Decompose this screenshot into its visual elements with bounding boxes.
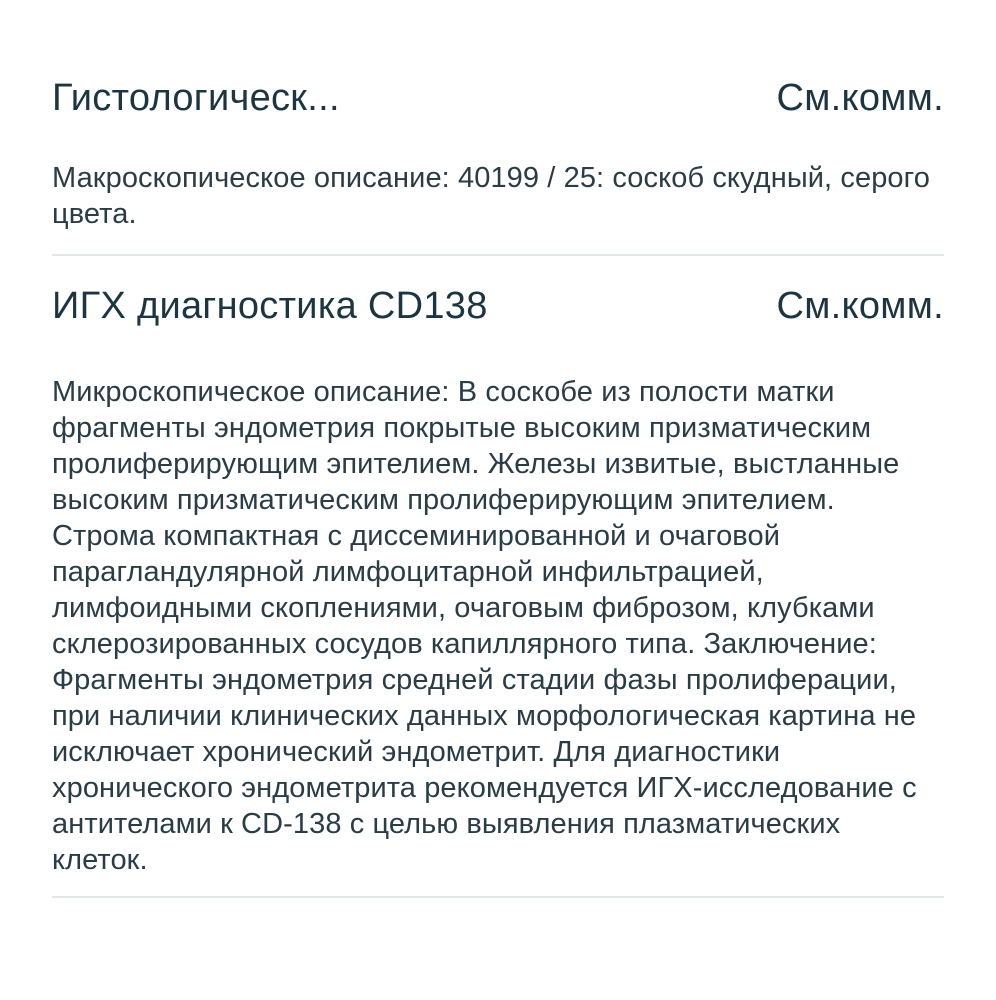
result-item-ihc-cd138[interactable]: [52, 256, 944, 898]
test-name: Гистологическ...: [52, 77, 340, 119]
test-comment: Макроскопическое описание: 40199 / 25: соскоб скудный, серого цвета.: [52, 162, 930, 230]
test-value: См.комм.: [776, 77, 944, 119]
divider: [52, 896, 944, 898]
result-header: [52, 72, 944, 124]
result-item-histology[interactable]: [52, 0, 944, 256]
test-comment: Микроскопическое описание: В соскобе из полости матки фрагменты эндометрия покрытые высоким призматическим пролиферирующим эпителием. Железы извитые, выстланные высоким призматическим пролиферирующим эпителием. Строма компактная с диссеминированной и очаговой парагландулярной лимфоцитарной инфильтрацией, лимфоидными скоплениями, очаговым фиброзом, клубками склерозированных сосудов капиллярного типа. Заключение: Фрагменты эндометрия средней стадии фазы пролиферации, при наличии клинических данных морфологическая картина не исключает хронический эндометрит. Для диагностики хронического эндометрита рекомендуется ИГХ-исследование с антителами к CD-138 с целью выявления плазматических клеток.: [52, 376, 917, 876]
result-header: [52, 280, 944, 332]
test-value: См.комм.: [776, 285, 944, 327]
test-name: ИГХ диагностика CD138: [52, 285, 488, 327]
